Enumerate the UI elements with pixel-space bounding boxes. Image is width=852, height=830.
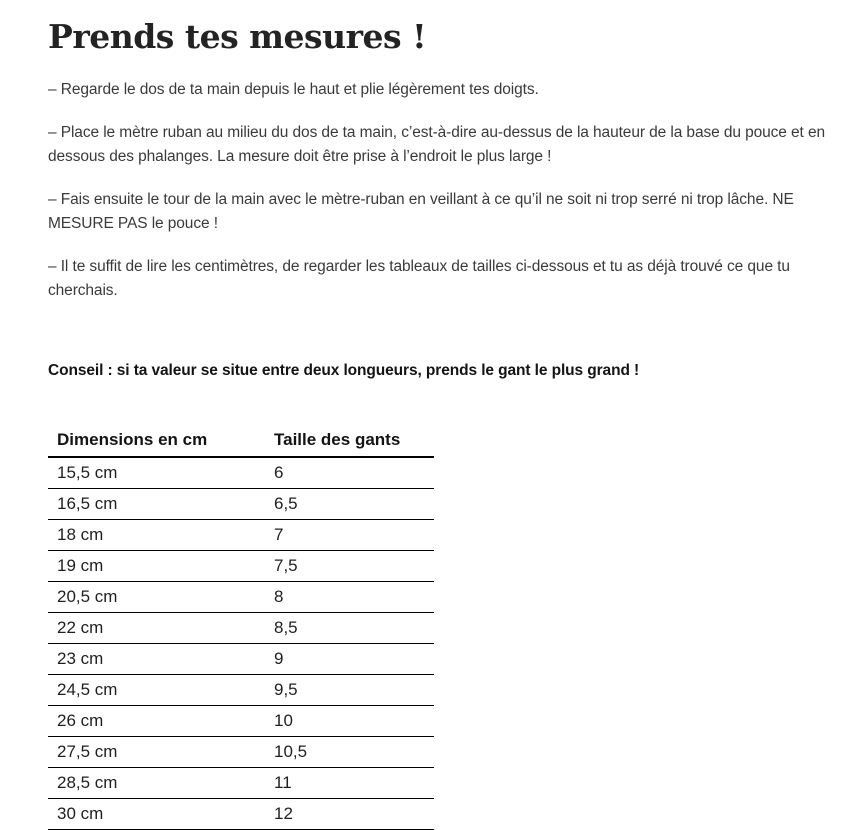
table-row (48, 551, 434, 582)
dimension-cell: 27,5 cm (48, 737, 265, 768)
table-row (48, 706, 434, 737)
table-row (48, 675, 434, 706)
size-cell: 7,5 (265, 551, 434, 582)
size-cell: 8,5 (265, 613, 434, 644)
column-header-glove-size: Taille des gants (265, 427, 434, 457)
dimension-cell: 20,5 cm (48, 582, 265, 613)
instruction-paragraph-4: – Il te suffit de lire les centimètres, de regarder les tableaux de tailles ci-dessous et tu as déjà trouvé ce que tu cherchais. (48, 258, 790, 299)
size-cell: 10 (265, 706, 434, 737)
dimension-cell: 24,5 cm (48, 675, 265, 706)
table-row (48, 799, 434, 830)
size-cell: 6,5 (265, 489, 434, 520)
table-row (48, 768, 434, 799)
table-header-row (48, 427, 434, 457)
column-header-dimensions: Dimensions en cm (48, 427, 265, 457)
size-cell: 12 (265, 799, 434, 830)
instruction-paragraph-3: – Fais ensuite le tour de la main avec le mètre-ruban en veillant à ce qu’il ne soit ni trop serré ni trop lâche. NE MESURE PAS le pouce ! (48, 191, 794, 232)
dimension-cell: 19 cm (48, 551, 265, 582)
advice-text: Conseil : si ta valeur se situe entre deux longueurs, prends le gant le plus grand ! (48, 362, 640, 379)
table-row (48, 613, 434, 644)
table-row (48, 582, 434, 613)
size-cell: 9 (265, 644, 434, 675)
dimension-cell: 15,5 cm (48, 457, 265, 489)
table-row (48, 457, 434, 489)
instruction-paragraph-2: – Place le mètre ruban au milieu du dos de ta main, c’est-à-dire au-dessus de la hauteur de la base du pouce et en dessous des phalanges. La mesure doit être prise à l’endroit le plus large ! (48, 124, 825, 165)
table-row (48, 520, 434, 551)
instruction-paragraph-1: – Regarde le dos de ta main depuis le haut et plie légèrement tes doigts. (48, 81, 539, 98)
size-cell: 9,5 (265, 675, 434, 706)
dimension-cell: 30 cm (48, 799, 265, 830)
page-title: Prends tes mesures ! (48, 17, 427, 56)
size-cell: 11 (265, 768, 434, 799)
size-cell: 6 (265, 457, 434, 489)
dimension-cell: 28,5 cm (48, 768, 265, 799)
table-row (48, 737, 434, 768)
dimension-cell: 26 cm (48, 706, 265, 737)
glove-size-table (48, 427, 434, 830)
table-row (48, 489, 434, 520)
dimension-cell: 18 cm (48, 520, 265, 551)
dimension-cell: 22 cm (48, 613, 265, 644)
dimension-cell: 23 cm (48, 644, 265, 675)
table-row (48, 644, 434, 675)
size-cell: 7 (265, 520, 434, 551)
dimension-cell: 16,5 cm (48, 489, 265, 520)
size-cell: 10,5 (265, 737, 434, 768)
size-cell: 8 (265, 582, 434, 613)
